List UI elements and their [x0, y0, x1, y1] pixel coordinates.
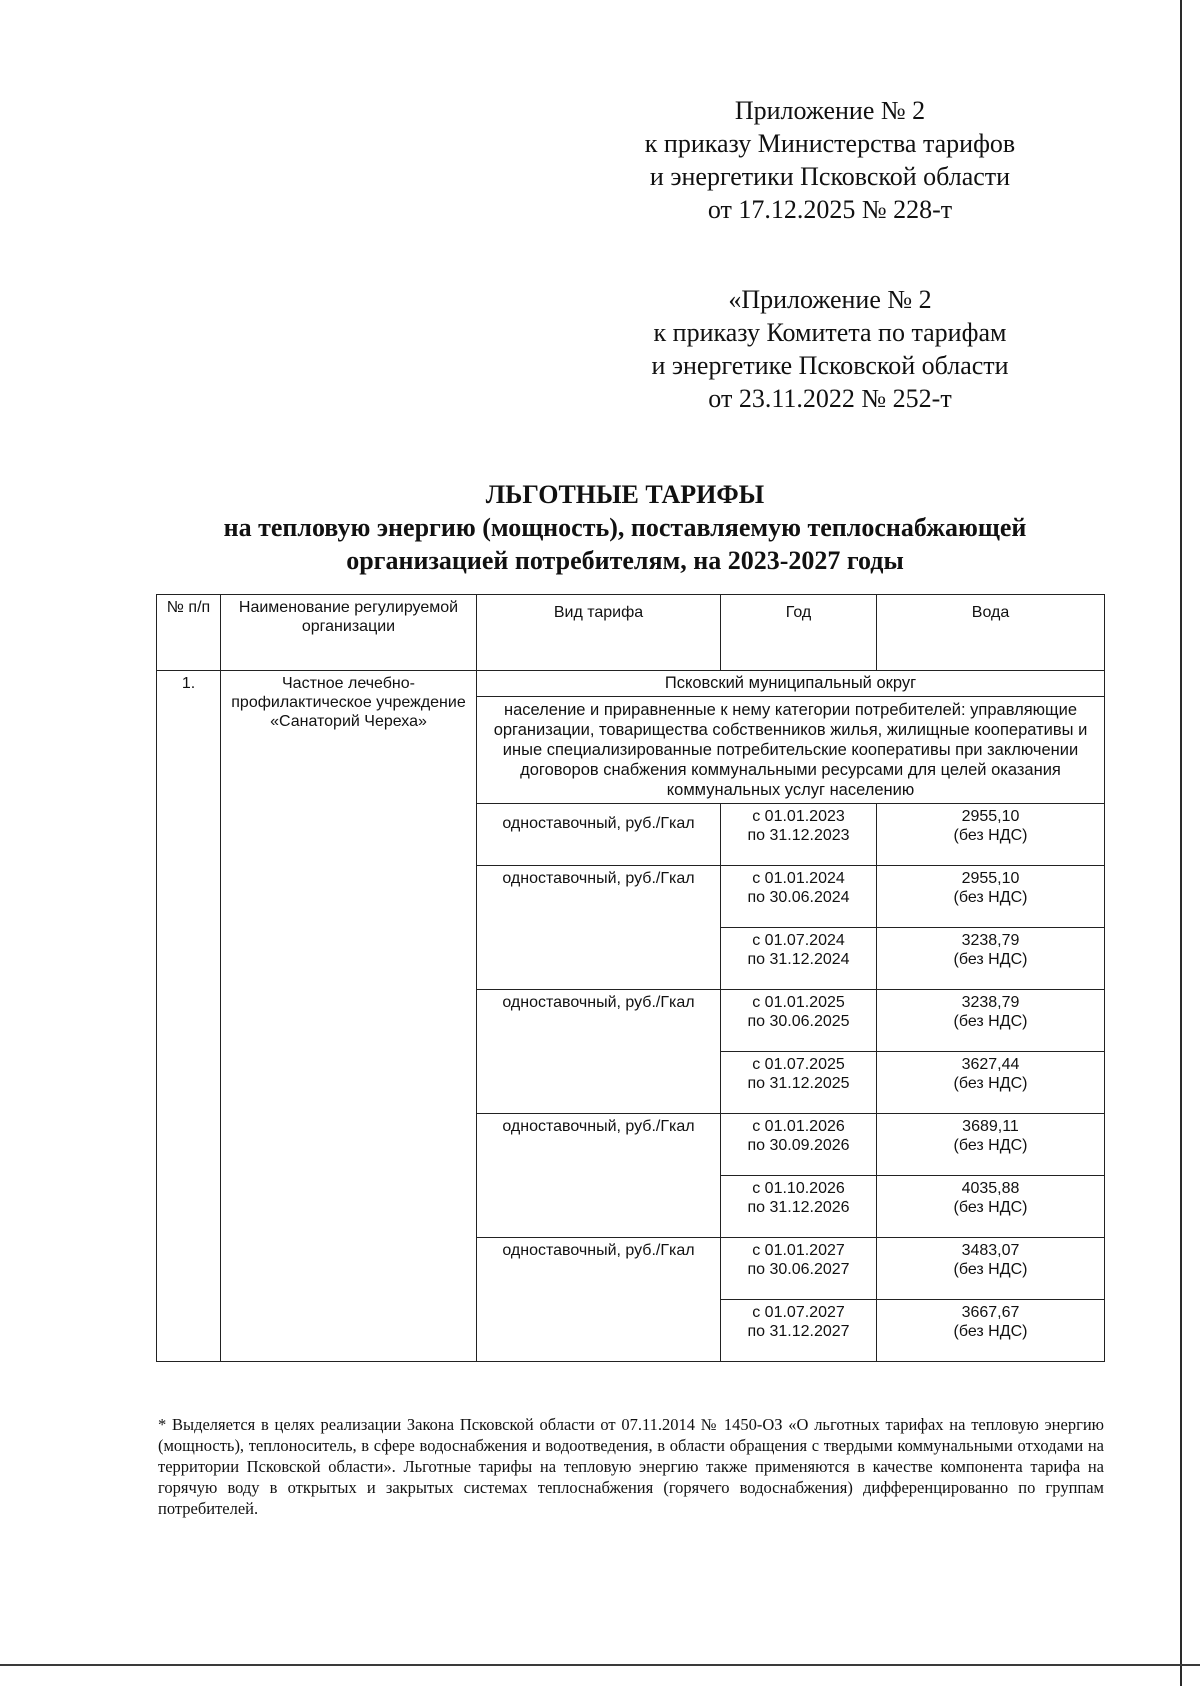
period-from: с 01.01.2023 [752, 808, 845, 825]
tariff-value: 3238,79 [961, 932, 1020, 949]
water-tariff-cell [877, 928, 1105, 990]
appendix-line: и энергетике Псковской области [651, 351, 1009, 380]
tariff-value: 3627,44 [961, 1056, 1020, 1073]
appendix-line: и энергетики Псковской области [649, 162, 1011, 191]
period-cell [721, 804, 877, 866]
water-tariff-cell [877, 1238, 1105, 1300]
tariff-type-cell: одноставочный, руб./Гкал [477, 1114, 721, 1238]
period-cell [721, 866, 877, 928]
tariff-table [156, 594, 1105, 1362]
water-tariff-cell [877, 1300, 1105, 1362]
water-tariff-cell [877, 804, 1105, 866]
period-to: по 31.12.2025 [747, 1075, 850, 1092]
tariff-type-cell: одноставочный, руб./Гкал [477, 866, 721, 990]
vat-note: (без НДС) [953, 1323, 1028, 1340]
appendix-line: «Приложение № 2 [728, 285, 932, 314]
footnote: * Выделяется в целях реализации Закона Псковской области от 07.11.2014 № 1450-ОЗ «О льготных тарифах на тепловую энергию (мощность), теплоноситель, в сфере водоснабжения и водоотведения, в области обращения с твердыми коммунальными отходами на территории Псковской области». Льготные тарифы на тепловую энергию также применяются в качестве компонента тарифа на горячую воду в открытых и закрытых системах теплоснабжения (горячего водоснабжения) дифференцированно по группам потребителей. [158, 1415, 1104, 1518]
water-tariff-cell [877, 1176, 1105, 1238]
header-water: Вода [877, 595, 1105, 671]
vat-note: (без НДС) [953, 951, 1028, 968]
appendix-original-reference [560, 283, 1100, 415]
period-from: с 01.07.2024 [752, 932, 845, 949]
organization-cell: Частное лечебно-профилактическое учреждение «Санаторий Череха» [221, 671, 477, 1362]
tariff-type-cell: одноставочный, руб./Гкал [477, 990, 721, 1114]
tariff-value: 3667,67 [961, 1304, 1020, 1321]
period-to: по 30.06.2025 [747, 1013, 850, 1030]
period-to: по 30.06.2027 [747, 1261, 850, 1278]
period-from: с 01.01.2024 [752, 870, 845, 887]
period-from: с 01.01.2027 [752, 1242, 845, 1259]
tariff-value: 3238,79 [961, 994, 1020, 1011]
period-from: с 01.01.2025 [752, 994, 845, 1011]
title-line: организацией потребителям, на 2023-2027 годы [346, 546, 904, 575]
header-tariff-type: Вид тарифа [477, 595, 721, 671]
period-to: по 31.12.2027 [747, 1323, 850, 1340]
period-to: по 31.12.2026 [747, 1199, 850, 1216]
tariff-type-cell: одноставочный, руб./Гкал [477, 804, 721, 866]
period-cell [721, 1114, 877, 1176]
appendix-line: от 17.12.2025 № 228-т [707, 195, 953, 224]
title-line: на тепловую энергию (мощность), поставляемую теплоснабжающей [223, 513, 1027, 542]
water-tariff-cell [877, 1114, 1105, 1176]
vat-note: (без НДС) [953, 889, 1028, 906]
appendix-current-reference [560, 94, 1100, 226]
period-from: с 01.07.2027 [752, 1304, 845, 1321]
appendix-line: Приложение № 2 [734, 96, 926, 125]
period-cell [721, 1176, 877, 1238]
period-to: по 30.09.2026 [747, 1137, 850, 1154]
table-row [157, 671, 1105, 697]
period-cell [721, 1052, 877, 1114]
tariff-type-cell: одноставочный, руб./Гкал [477, 1238, 721, 1362]
scan-border-bottom [0, 1664, 1200, 1666]
period-from: с 01.01.2026 [752, 1118, 845, 1135]
water-tariff-cell [877, 866, 1105, 928]
period-from: с 01.07.2025 [752, 1056, 845, 1073]
header-organization: Наименование регулируемой организации [221, 595, 477, 671]
tariff-value: 2955,10 [961, 870, 1020, 887]
document-title [100, 478, 1150, 577]
period-from: с 01.10.2026 [752, 1180, 845, 1197]
vat-note: (без НДС) [953, 1199, 1028, 1216]
period-cell [721, 1238, 877, 1300]
tariff-value: 4035,88 [961, 1180, 1020, 1197]
appendix-line: к приказу Министерства тарифов [644, 129, 1016, 158]
period-cell [721, 1300, 877, 1362]
header-year: Год [721, 595, 877, 671]
row-number-cell: 1. [157, 671, 221, 1362]
water-tariff-cell [877, 990, 1105, 1052]
consumer-category-cell: население и приравненные к нему категории потребителей: управляющие организации, товарищества собственников жилья, жилищные кооперативы и иные специализированные потребительские кооперативы при заключении договоров снабжения коммунальными ресурсами для целей оказания коммунальных услуг населению [477, 697, 1105, 804]
period-cell [721, 990, 877, 1052]
tariff-value: 2955,10 [961, 808, 1020, 825]
water-tariff-cell [877, 1052, 1105, 1114]
period-to: по 31.12.2023 [747, 827, 850, 844]
tariff-value: 3483,07 [961, 1242, 1020, 1259]
period-cell [721, 928, 877, 990]
table-header-row [157, 595, 1105, 671]
appendix-line: к приказу Комитета по тарифам [653, 318, 1007, 347]
period-to: по 31.12.2024 [747, 951, 850, 968]
header-num: № п/п [157, 595, 221, 671]
scan-border-right [1180, 0, 1182, 1686]
vat-note: (без НДС) [953, 1013, 1028, 1030]
district-cell: Псковский муниципальный округ [477, 671, 1105, 697]
tariff-value: 3689,11 [962, 1118, 1019, 1135]
appendix-line: от 23.11.2022 № 252-т [708, 384, 952, 413]
vat-note: (без НДС) [953, 1137, 1028, 1154]
vat-note: (без НДС) [953, 1075, 1028, 1092]
vat-note: (без НДС) [953, 827, 1028, 844]
period-to: по 30.06.2024 [747, 889, 850, 906]
vat-note: (без НДС) [953, 1261, 1028, 1278]
title-line: ЛЬГОТНЫЕ ТАРИФЫ [485, 480, 765, 509]
